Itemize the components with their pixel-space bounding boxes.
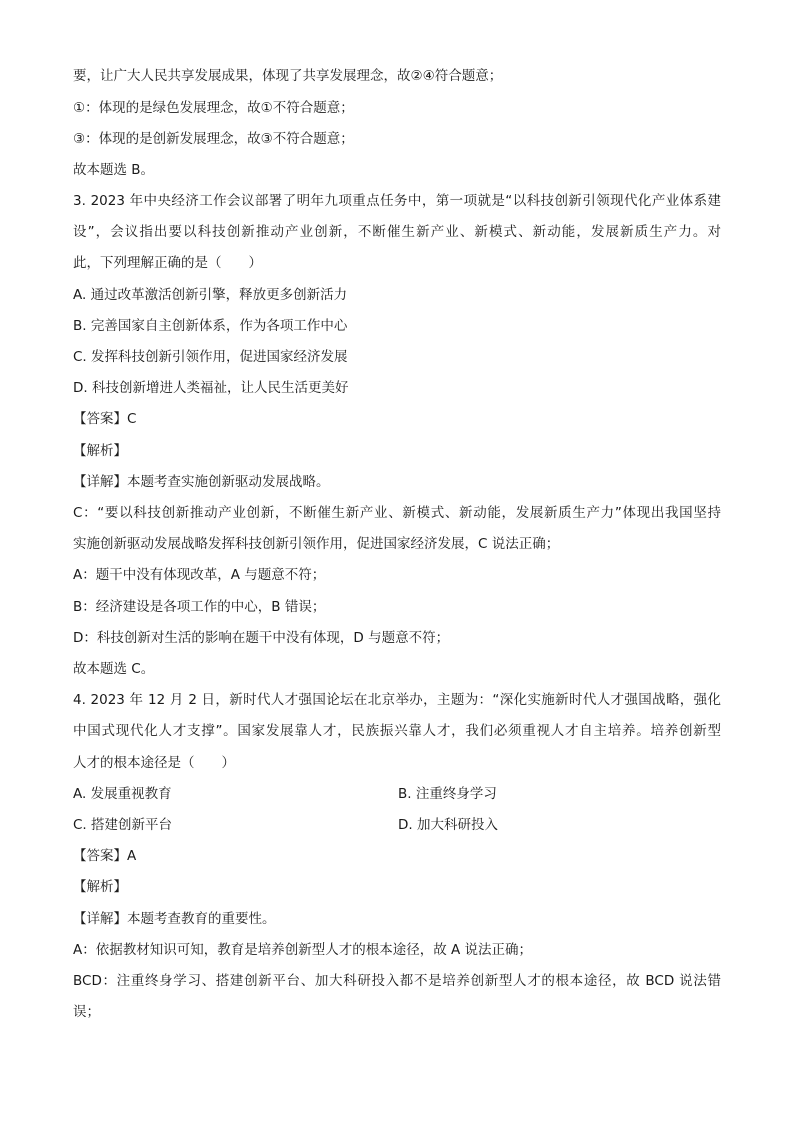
option-a: A. 发展重视教育 — [73, 786, 172, 802]
detail-text: 误； — [73, 1004, 100, 1020]
text-line: ③：体现的是创新发展理念，故③不符合题意； — [73, 131, 354, 147]
detail-text: D：科技创新对生活的影响在题干中没有体现，D 与题意不符； — [73, 630, 450, 646]
question-3-stem: 设”，会议指出要以科技创新推动产业创新，不断催生新产业、新模式、新动能，发展新质生产力。对 — [73, 224, 721, 240]
detail-text: C：“要以科技创新推动产业创新，不断催生新产业、新模式、新动能，发展新质生产力”体现出我国坚持 — [73, 505, 721, 521]
option-d: D. 加大科研投入 — [398, 817, 498, 833]
question-4-stem: 人才的根本途径是（ ） — [73, 755, 235, 771]
detail-text: 实施创新驱动发展战略发挥科技创新引领作用，促进国家经济发展，C 说法正确； — [73, 536, 560, 552]
detail-text: A：依据教材知识可知，教育是培养创新型人才的根本途径，故 A 说法正确； — [73, 942, 533, 958]
question-3-stem: 3. 2023 年中央经济工作会议部署了明年九项重点任务中，第一项就是“以科技创新引领现代化产业体系建 — [73, 193, 721, 209]
text-line: ①：体现的是绿色发展理念，故①不符合题意； — [73, 100, 354, 116]
option-b: B. 完善国家自主创新体系，作为各项工作中心 — [73, 318, 348, 334]
analysis-label: 【解析】 — [73, 879, 127, 895]
detail-text: A：题干中没有体现改革，A 与题意不符； — [73, 567, 326, 583]
option-b: B. 注重终身学习 — [398, 786, 497, 802]
question-3-stem: 此，下列理解正确的是（ ） — [73, 255, 262, 271]
analysis-label: 【解析】 — [73, 443, 127, 459]
option-a: A. 通过改革激活创新引擎，释放更多创新活力 — [73, 287, 348, 303]
option-d: D. 科技创新增进人类福祉，让人民生活更美好 — [73, 380, 349, 396]
detail-text: B：经济建设是各项工作的中心，B 错误； — [73, 599, 326, 615]
option-c: C. 搭建创新平台 — [73, 817, 173, 833]
text-line: 故本题选 B。 — [73, 162, 155, 178]
question-4-stem: 中国式现代化人才支撑”。国家发展靠人才，民族振兴靠人才，我们必须重视人才自主培养。培养创新型 — [73, 723, 721, 739]
answer-label: 【答案】A — [73, 848, 137, 864]
detail-text: 【详解】本题考查实施创新驱动发展战略。 — [73, 474, 330, 490]
question-4-stem: 4. 2023 年 12 月 2 日，新时代人才强国论坛在北京举办，主题为：“深化实施新时代人才强国战略，强化 — [73, 692, 721, 708]
answer-label: 【答案】C — [73, 411, 137, 427]
detail-text: 【详解】本题考查教育的重要性。 — [73, 911, 276, 927]
detail-text: BCD：注重终身学习、搭建创新平台、加大科研投入都不是培养创新型人才的根本途径，故 BCD 说法错 — [73, 973, 721, 989]
option-c: C. 发挥科技创新引领作用，促进国家经济发展 — [73, 349, 348, 365]
text-line: 要，让广大人民共享发展成果，体现了共享发展理念，故②④符合题意； — [73, 68, 503, 84]
detail-text: 故本题选 C。 — [73, 661, 155, 677]
